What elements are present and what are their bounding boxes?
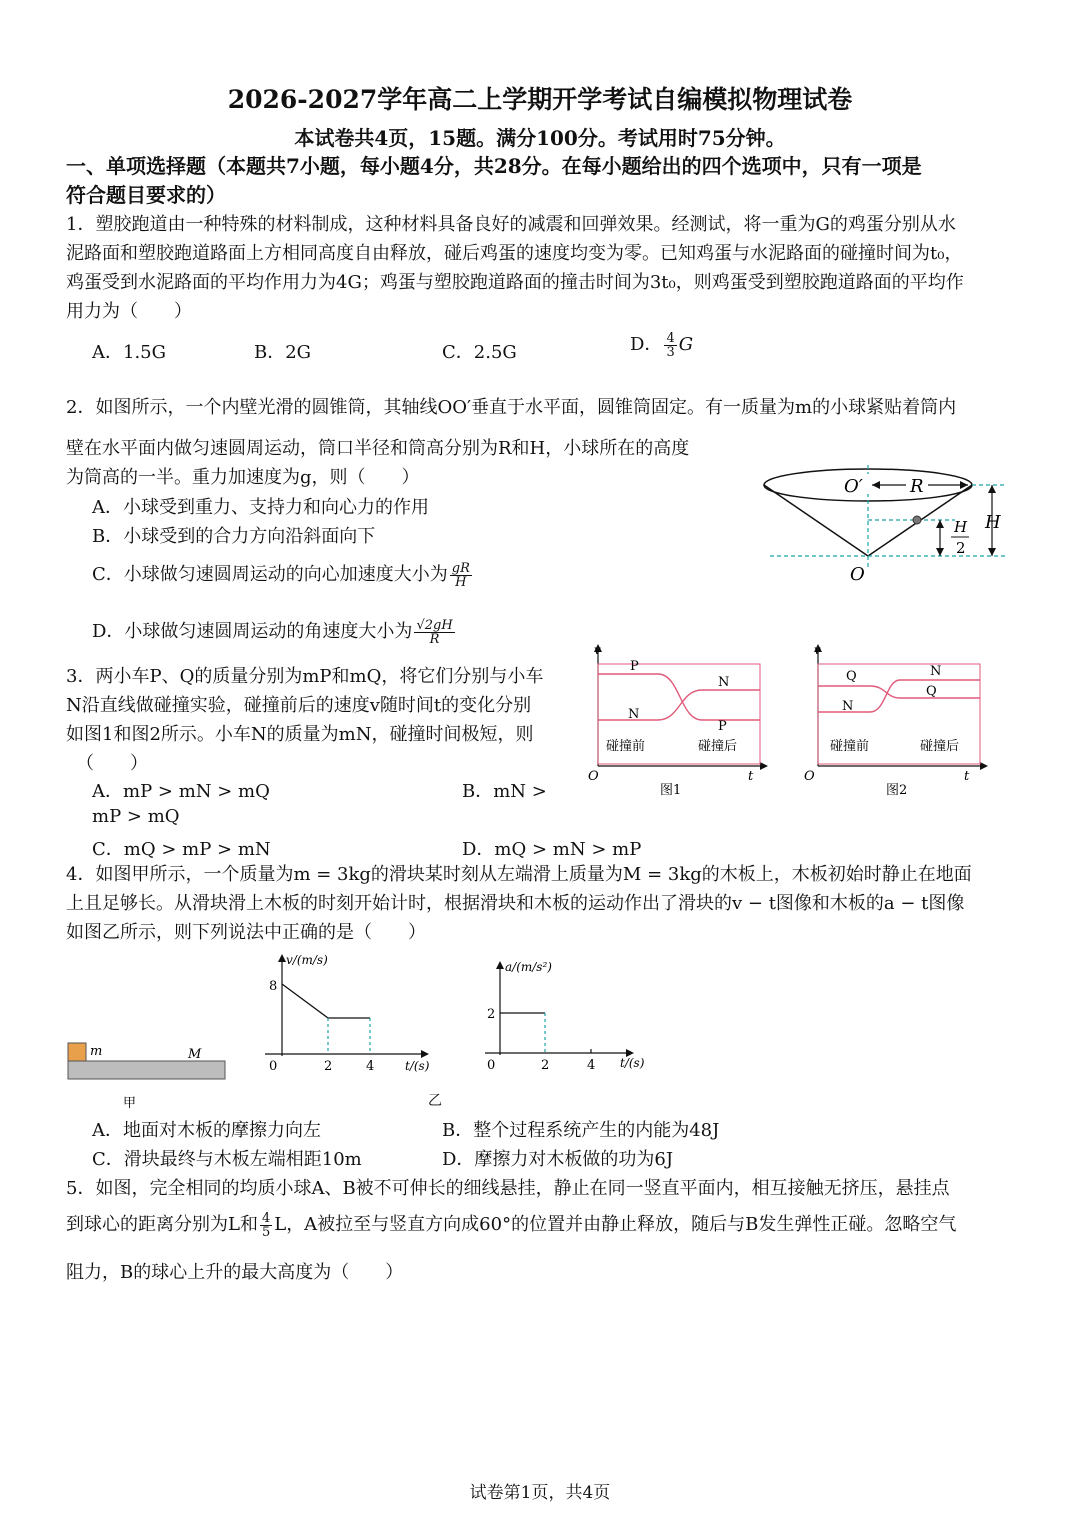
origin-label: O xyxy=(804,769,815,784)
q3-figure-2 xyxy=(800,640,990,800)
axis-t-label: t xyxy=(964,769,970,784)
x-tick-label: 2 xyxy=(324,1059,333,1074)
axis-x-label: t/(s) xyxy=(620,1056,645,1070)
arrow-head xyxy=(936,520,944,528)
label-before: 碰撞前 xyxy=(606,739,646,754)
label-h2-num: H xyxy=(954,518,968,536)
question-2 xyxy=(66,393,1021,422)
label-q-before: Q xyxy=(846,669,857,684)
cone-figure xyxy=(760,460,1030,590)
label-n-after: N xyxy=(930,664,942,679)
question-5-line-3: 阻力，B的球心上升的最大高度为（ ） xyxy=(66,1262,404,1283)
fraction xyxy=(664,332,676,359)
question-3-option-b-continued[interactable]: mP > mQ xyxy=(92,806,180,827)
fraction-denominator: 3 xyxy=(666,344,675,360)
question-5-text: L，A被拉至与竖直方向成60°的位置并由静止释放，随后与B发生弹性正碰。忽略空气 xyxy=(274,1214,957,1235)
x-tick-label: 0 xyxy=(269,1059,278,1074)
axis-v-label: v xyxy=(814,643,821,657)
option-symbol: G xyxy=(678,334,694,355)
arrow-head xyxy=(988,548,996,556)
question-2-option-d[interactable] xyxy=(92,617,457,646)
p-curve xyxy=(598,674,760,720)
arrow-head xyxy=(988,485,996,493)
x-tick-label: 4 xyxy=(366,1059,375,1074)
question-4-line: 4．如图甲所示，一个质量为m = 3kg的滑块某时刻从左端滑上质量为M = 3kg的木板上，木板初始时静止在地面 xyxy=(66,864,972,885)
question-5 xyxy=(66,1174,1021,1203)
label-m: m xyxy=(90,1044,103,1059)
axis-x-label: t/(s) xyxy=(405,1059,430,1073)
label-h2-den: 2 xyxy=(956,539,966,557)
exam-subtitle: 本试卷共4页，15题。满分100分。考试用时75分钟。 xyxy=(294,126,786,150)
velocity-line xyxy=(282,984,370,1018)
question-4 xyxy=(66,860,1021,947)
fraction-numerator: 4 xyxy=(261,1210,271,1226)
y-tick-label: 8 xyxy=(269,979,278,994)
arrow-head xyxy=(421,1050,429,1058)
velocity-time-graph xyxy=(255,948,445,1078)
arrow-head xyxy=(980,762,988,770)
label-after: 碰撞后 xyxy=(698,739,738,754)
question-3-line: N沿直线做碰撞实验，碰撞前后的速度v随时间t的变化分别 xyxy=(66,695,532,716)
arrow-head xyxy=(760,762,768,770)
option-text: D．小球做匀速圆周运动的角速度大小为 xyxy=(92,621,413,642)
exam-title: 2026-2027学年高二上学期开学考试自编模拟物理试卷 xyxy=(227,85,853,114)
question-2-option-a[interactable]: A．小球受到重力、支持力和向心力的作用 xyxy=(92,497,429,518)
acceleration-time-graph xyxy=(475,955,665,1085)
fraction-numerator: 4 xyxy=(666,330,675,346)
question-1-line: 用力为（ ） xyxy=(66,301,192,322)
arrow-head xyxy=(872,481,880,489)
fraction-numerator: √2gH xyxy=(416,617,453,633)
question-1-line: 1．塑胶跑道由一种特殊的材料制成，这种材料具备良好的减震和回弹效果。经测试，将一重为G的鸡蛋分别从水 xyxy=(66,214,956,235)
block-board-figure xyxy=(60,1035,240,1115)
question-2-line: 为筒高的一半。重力加速度为g，则（ ） xyxy=(66,467,420,488)
question-2-line: 壁在水平面内做匀速圆周运动，筒口半径和筒高分别为R和H，小球所在的高度 xyxy=(66,438,690,459)
section-heading-line: 一、单项选择题（本题共7小题，每小题4分，共28分。在每小题给出的四个选项中，只有一项是 xyxy=(66,154,922,178)
fraction-denominator: 5 xyxy=(261,1224,271,1240)
question-3-option-a[interactable]: A．mP > mN > mQ xyxy=(92,781,270,802)
figure-caption: 甲 xyxy=(123,1096,137,1111)
question-1-line: 泥路面和塑胶跑道路面上方相同高度自由释放，碰后鸡蛋的速度均变为零。已知鸡蛋与水泥路面的碰撞时间为t₀， xyxy=(66,243,963,264)
section-heading-line: 符合题目要求的） xyxy=(66,183,226,207)
origin-label: O xyxy=(588,769,599,784)
y-tick-label: 2 xyxy=(487,1007,496,1022)
label-M: M xyxy=(188,1047,202,1062)
question-1-option-b[interactable]: B．2G xyxy=(254,342,312,363)
fraction-numerator: gR xyxy=(451,560,470,576)
section-heading xyxy=(66,152,1026,210)
label-before: 碰撞前 xyxy=(830,739,870,754)
question-3 xyxy=(66,662,576,778)
question-4-line: 如图乙所示，则下列说法中正确的是（ ） xyxy=(66,922,426,943)
question-3-option-d[interactable]: D．mQ > mN > mP xyxy=(462,839,642,860)
option-label: D． xyxy=(630,334,663,355)
figure-caption: 图2 xyxy=(886,783,908,798)
question-3-option-c[interactable]: C．mQ > mP > mN xyxy=(92,839,271,860)
label-o: O xyxy=(850,564,865,585)
question-3-option-b[interactable]: B．mN > xyxy=(462,781,547,802)
arrow-head xyxy=(278,954,286,962)
q3-figure-1 xyxy=(580,640,770,800)
q-curve xyxy=(818,686,980,698)
arrow-head xyxy=(496,961,504,969)
fraction xyxy=(260,1212,272,1239)
label-n-after: N xyxy=(718,675,730,690)
label-n-before: N xyxy=(842,699,854,714)
question-1-option-d[interactable] xyxy=(630,330,693,359)
figure-caption: 图1 xyxy=(660,783,682,798)
question-2-option-c[interactable] xyxy=(92,560,474,589)
question-2-line: 2．如图所示，一个内壁光滑的圆锥筒，其轴线OO′垂直于水平面，圆锥筒固定。有一质量为m的小球紧贴着筒内 xyxy=(66,397,957,418)
question-1 xyxy=(66,210,1021,326)
question-2-continued xyxy=(66,434,746,492)
axis-v-label: v xyxy=(594,643,601,657)
question-2-option-b[interactable]: B．小球受到的合力方向沿斜面向下 xyxy=(92,526,376,547)
question-4-option-d[interactable]: D．摩擦力对木板做的功为6J xyxy=(442,1149,674,1170)
label-n-before: N xyxy=(628,707,640,722)
question-4-option-c[interactable]: C．滑块最终与木板左端相距10m xyxy=(92,1149,362,1170)
fraction xyxy=(450,562,472,589)
block-m xyxy=(68,1043,86,1061)
question-1-option-c[interactable]: C．2.5G xyxy=(442,342,517,363)
question-4-line: 上且足够长。从滑块滑上木板的时刻开始计时，根据滑块和木板的运动作出了滑块的v − t图像和木板的a − t图像 xyxy=(66,893,965,914)
question-5-line: 5．如图，完全相同的均质小球A、B被不可伸长的细线悬挂，静止在同一竖直平面内，相互接触无挤压，悬挂点 xyxy=(66,1178,950,1199)
axis-t-label: t xyxy=(748,769,754,784)
arrow-head xyxy=(936,548,944,556)
label-q-after: Q xyxy=(926,684,937,699)
label-after: 碰撞后 xyxy=(920,739,960,754)
label-h: H xyxy=(985,512,1001,533)
x-tick-label: 0 xyxy=(487,1058,496,1073)
question-3-line: 3．两小车P、Q的质量分别为mP和mQ，将它们分别与小车 xyxy=(66,666,544,687)
page-footer: 试卷第1页，共4页 xyxy=(469,1483,611,1503)
fraction-denominator: R xyxy=(429,631,440,647)
question-5-text: 到球心的距离分别为L和 xyxy=(66,1214,258,1235)
question-1-option-a[interactable]: A．1.5G xyxy=(92,342,167,363)
label-r: R xyxy=(910,476,924,497)
question-3-line: （ ） xyxy=(76,753,148,774)
axis-y-label: a/(m/s²) xyxy=(505,960,552,974)
label-p-after: P xyxy=(718,719,727,734)
axis-y-label: v/(m/s) xyxy=(286,953,328,967)
figure-caption-yi: 乙 xyxy=(428,1093,442,1109)
question-5-line-2 xyxy=(66,1210,956,1239)
board-M xyxy=(68,1061,225,1079)
x-tick-label: 2 xyxy=(541,1058,550,1073)
fraction xyxy=(414,619,454,646)
question-4-option-b[interactable]: B．整个过程系统产生的内能为48J xyxy=(442,1120,720,1141)
question-4-option-a[interactable]: A．地面对木板的摩擦力向左 xyxy=(92,1120,321,1141)
x-tick-label: 4 xyxy=(587,1058,596,1073)
ball xyxy=(913,516,921,524)
option-text: C．小球做匀速圆周运动的向心加速度大小为 xyxy=(92,564,448,585)
question-1-line: 鸡蛋受到水泥路面的平均作用力为4G；鸡蛋与塑胶跑道路面的撞击时间为3t₀，则鸡蛋受到塑胶跑道路面的平均作 xyxy=(66,272,964,293)
fraction-denominator: H xyxy=(455,574,467,590)
label-o-top: O′ xyxy=(844,476,863,497)
label-p-before: P xyxy=(630,659,639,674)
question-3-line: 如图1和图2所示。小车N的质量为mN，碰撞时间极短，则 xyxy=(66,724,534,745)
